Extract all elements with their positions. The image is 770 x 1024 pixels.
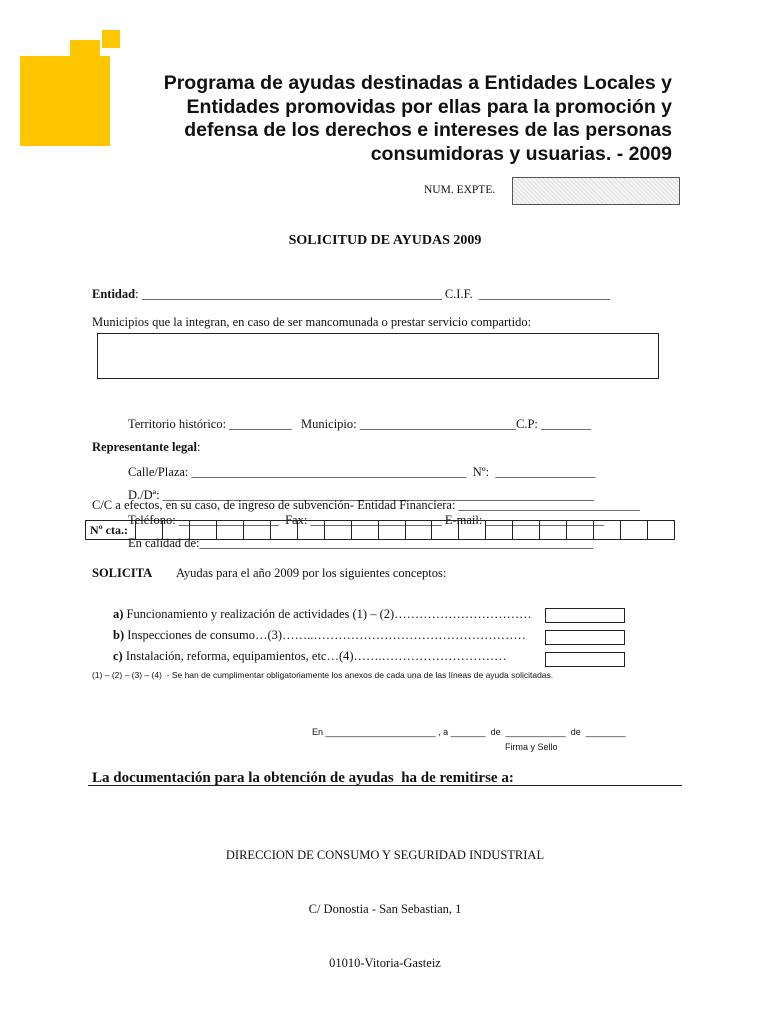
- account-digit-cell[interactable]: [513, 521, 540, 539]
- concepto-letter: a): [113, 607, 124, 621]
- concepto-b-amount-field[interactable]: [545, 630, 625, 645]
- account-digit-cell[interactable]: [459, 521, 486, 539]
- remit-heading: La documentación para la obtención de ayudas ha de remitirse a:: [92, 770, 514, 786]
- account-digit-cell[interactable]: [379, 521, 406, 539]
- account-digit-cell[interactable]: [136, 521, 163, 539]
- concepto-b: [113, 628, 526, 643]
- entidad-financiera-field[interactable]: C/C a efectos, en su caso, de ingreso de subvención- Entidad Financiera: _____________________________: [92, 498, 640, 512]
- remit-address-line: DIRECCION DE CONSUMO Y SEGURIDAD INDUSTRIAL: [225, 848, 545, 862]
- remit-address: [0, 810, 770, 990]
- concepto-c: [113, 649, 507, 664]
- territorio-municipio-cp-field[interactable]: Territorio histórico: __________ Municipio: _________________________C.P: ________: [128, 417, 592, 431]
- account-digit-cell[interactable]: [325, 521, 352, 539]
- account-digit-cell[interactable]: [594, 521, 621, 539]
- remit-underline: [88, 785, 682, 786]
- signature-place-date-field[interactable]: En ______________________ , a _______ de ____________ de ________: [312, 727, 626, 737]
- municipios-field[interactable]: [97, 333, 659, 379]
- num-expte-field[interactable]: [512, 177, 680, 205]
- concepto-a: [113, 607, 532, 622]
- account-digit-cell[interactable]: [486, 521, 513, 539]
- representante-label: Representante legal: [92, 440, 197, 454]
- account-digit-cell[interactable]: [163, 521, 190, 539]
- account-digit-cell[interactable]: [271, 521, 298, 539]
- title-line: Entidades promovidas por ellas para la promoción y: [186, 95, 672, 118]
- title-line: defensa de los derechos e intereses de las personas: [184, 119, 672, 141]
- title-line: Programa de ayudas destinadas a Entidades Locales y: [163, 72, 672, 94]
- entidad-label: Entidad: [92, 287, 136, 301]
- account-digit-cell[interactable]: [432, 521, 459, 539]
- entidad-row: [92, 287, 610, 302]
- representante-name-field[interactable]: D./Dª: _____________________________________________________________________: [128, 488, 594, 502]
- concepto-a-amount-field[interactable]: [545, 608, 625, 623]
- telefono-fax-email-field[interactable]: Teléfono: ________________ Fax: _____________________ E-mail: ___________________: [128, 513, 605, 527]
- account-number-label: Nº cta.:: [86, 521, 136, 539]
- concepto-text: Instalación, reforma, equipamientos, etc…(4)…….…………………………: [122, 649, 507, 663]
- account-digit-cell[interactable]: [352, 521, 379, 539]
- account-number-row: [85, 520, 675, 540]
- remit-address-line: C/ Donostia - San Sebastian, 1: [308, 902, 462, 916]
- footnote: (1) – (2) – (3) – (4) - Se han de cumplimentar obligatoriamente los anexos de cada una de las líneas de ayuda solicitadas.: [92, 670, 554, 680]
- representante-role-field[interactable]: En calidad de:_______________________________________________________________: [128, 536, 594, 550]
- title-line: consumidoras y usuarias. - 2009: [370, 142, 672, 165]
- document-title: [110, 72, 672, 166]
- entidad-field[interactable]: : ________________________________________________ C.I.F. _____________________: [135, 287, 611, 301]
- account-digit-cell[interactable]: [540, 521, 567, 539]
- solicita-label: SOLICITA: [92, 566, 153, 580]
- account-digit-cell[interactable]: [217, 521, 244, 539]
- concepto-text: Inspecciones de consumo…(3)……..……………………………………………: [124, 628, 526, 642]
- solicita-text: Ayudas para el año 2009 por los siguientes conceptos:: [176, 566, 447, 580]
- concepto-letter: b): [113, 628, 125, 642]
- account-digit-cell[interactable]: [406, 521, 433, 539]
- representante-heading: Representante legal:: [92, 440, 201, 454]
- concepto-text: Funcionamiento y realización de actividades (1) – (2)……………………………: [123, 607, 532, 621]
- municipios-label: Municipios que la integran, en caso de ser mancomunada o prestar servicio compartido:: [92, 315, 532, 329]
- account-digit-cell[interactable]: [298, 521, 325, 539]
- account-digit-cell[interactable]: [621, 521, 648, 539]
- num-expte-label: NUM. EXPTE.: [424, 184, 496, 196]
- account-digit-cell[interactable]: [190, 521, 217, 539]
- concepto-c-amount-field[interactable]: [545, 652, 625, 667]
- calle-numero-field[interactable]: Calle/Plaza: ____________________________________________ Nº: ________________: [128, 465, 596, 479]
- account-digit-cell[interactable]: [244, 521, 271, 539]
- remit-address-line: 01010-Vitoria-Gasteiz: [329, 956, 441, 970]
- account-digit-cell[interactable]: [567, 521, 594, 539]
- form-heading: SOLICITUD DE AYUDAS 2009: [288, 233, 482, 248]
- concepto-letter: c): [113, 649, 123, 663]
- firma-sello-label: Firma y Sello: [505, 742, 558, 752]
- account-digit-cell[interactable]: [648, 521, 674, 539]
